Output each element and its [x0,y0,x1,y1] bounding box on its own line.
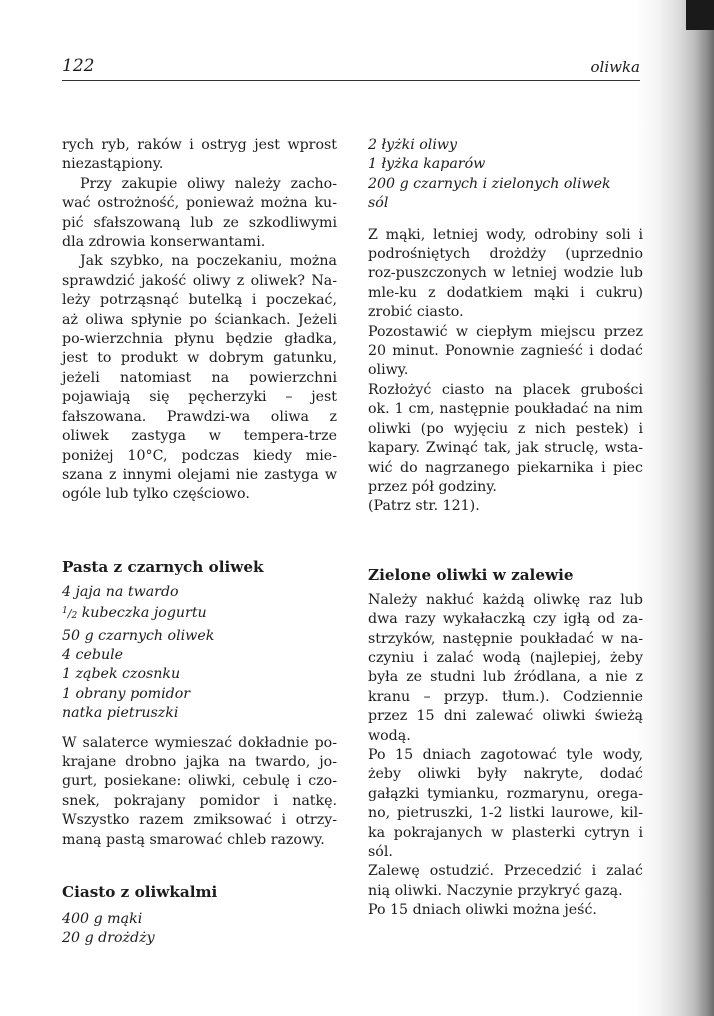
left-column [62,136,337,949]
recipe-title: Ciasto z oliwkalmi [62,883,218,901]
ingredient: 1 łyżka kaparów [368,156,486,173]
ingredient-list [62,910,337,949]
ingredient: 1 ząbek czosnku [62,666,181,683]
recipe-title: Pasta z czarnych oliwek [62,557,264,576]
ingredient-list [368,136,643,214]
ingredient: sól [368,195,389,212]
paragraph: Przy zakupie oliwy należy zacho-wać ostrożność, ponieważ można ku-pić sfałszowaną lub ze szkodliwymi dla zdrowia konserwantami. [62,175,337,251]
recipe-method: Po 15 dniach zagotować tyle wody, żeby oliwki były nakryte, dodać gałązki tymianku, rozmarynu, orega-no, pietruszki, 1-2 listki laurowe, kil-ka pokrajanych w plasterki cytryn i sól. [368,746,643,860]
recipe-method: Zalewę ostudzić. Przecedzić i zalać nią oliwki. Naczynie przykryć gazą. [368,863,643,899]
recipe-method: Rozłożyć ciasto na placek grubości ok. 1 cm, następnie poukładać na nim oliwki (po wyjęciu z nich pestek) i kapary. Zwinąć tak, jak struclę, wsta-wić do nagrzanego piekarnika i piec przez pół godziny. [368,381,643,495]
recipe-method: Z mąki, letniej wody, odrobiny soli i podrośniętych drożdży (uprzednio roz-puszczonych w letniej wodzie lub mle-ku z dodatkiem mąki i cukru) zrobić ciasto. [368,226,643,321]
ingredient-list [62,583,337,724]
right-column [368,136,643,921]
recipe-method: Należy nakłuć każdą oliwkę raz lub dwa razy wykałaczką czy igłą od za-strzyków, następnie poukładać w na-czyniu i zalać wodą (najlepiej, żeby była ze studni lub źródlana, a nie z kranu – przyp. tłum.). Codziennie przez 15 dni zalewać oliwki świeżą wodą. [368,591,643,744]
recipe-method: Po 15 dniach oliwki można jeść. [368,902,597,919]
ingredient: 4 jaja na twardo [62,583,179,600]
page-number: 122 [62,56,95,76]
ingredient: 2 łyżki oliwy [368,137,458,153]
recipe-method: W salaterce wymieszać dokładnie po-krajane drobno jajka na twardo, jo-gurt, posiekane: oliwki, cebulę i czo-snek, pokrajany pomidor i natkę. Wszystko razem zmiksować i otrzy-maną pastą smarować chleb razowy. [62,734,337,848]
ingredient: 1 obrany pomidor [62,685,191,702]
recipe-title: Zielone oliwki w zalewie [368,565,574,584]
ingredient: $^1/_2$ kubeczka jogurtu [62,605,207,622]
ingredient: 20 g drożdży [62,930,155,947]
recipe-method: Pozostawić w ciepłym miejscu przez 20 minut. Ponownie zagnieść i dodać oliwy. [368,323,643,379]
book-spine-shadow [636,0,714,1016]
ingredient: 400 g mąki [62,911,143,927]
running-head: oliwka [590,58,640,76]
corner-dark-edge [686,0,714,30]
page-header [62,48,640,81]
ingredient: 4 cebule [62,646,124,663]
paragraph: rych ryb, raków i ostryg jest wprost niezastąpiony. [62,137,337,173]
recipe-method: (Patrz str. 121). [368,498,480,515]
paragraph: Jak szybko, na poczekaniu, można sprawdzić jakość oliwy z oliwek? Na-leży potrząsnąć butelką i poczekać, aż oliwa spłynie po ściankach. Jeżeli po-wierzchnia płynu będzie gładka, jest to produkt w dobrym gatunku, jeżeli natomiast na powierzchni pojawiają się pęcherzyki – jest fałszowana. Prawdzi-wa oliwa z oliwek zastyga w tempera-trze poniżej 10°C, podczas kiedy mie-szana z innymi olejami nie zastyga w ogóle lub tylko częściowo. [62,253,337,503]
ingredient: 200 g czarnych i zielonych oliwek [368,175,611,192]
ingredient: 50 g czarnych oliwek [62,627,215,644]
fraction: $^1/_2$ [62,606,78,622]
ingredient: natka pietruszki [62,705,179,722]
